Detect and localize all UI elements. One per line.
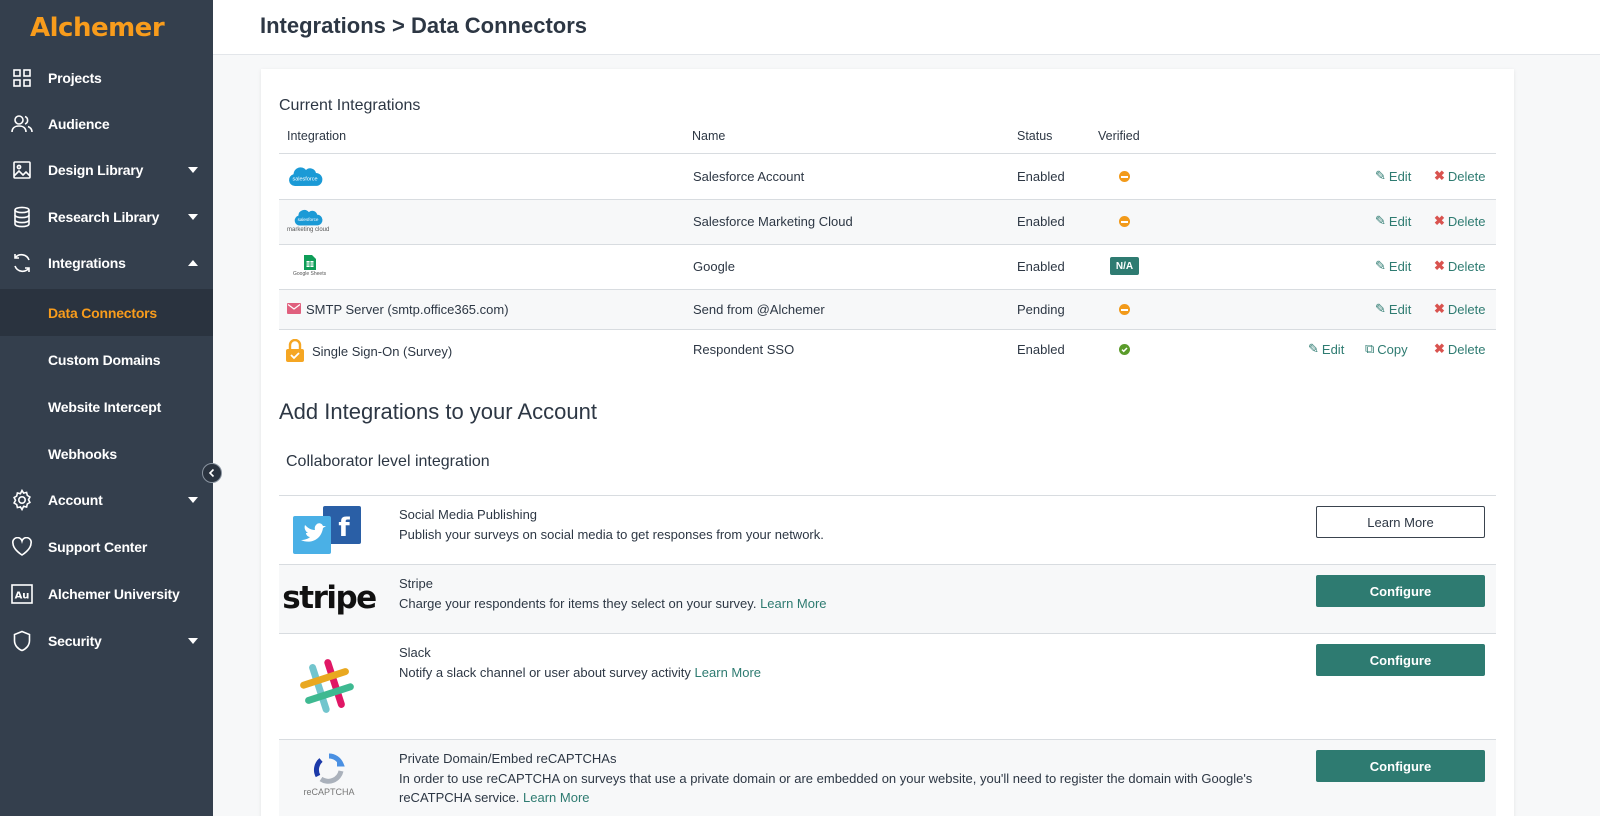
integration-title: Slack [399,645,431,660]
integration-description: In order to use reCAPTCHA on surveys that use a private domain or are embedded on your website, you'll need to register the domain with Google's reCATPCHA service. Learn More [399,771,1253,805]
pencil-icon: ✎ [1375,168,1386,183]
pencil-icon: ✎ [1308,341,1319,356]
pencil-icon: ✎ [1375,213,1386,228]
table-row [279,290,1496,330]
learn-more-link[interactable]: Learn More [694,665,762,680]
chevron-down-icon[interactable] [188,214,198,220]
integration-item-recaptcha [279,739,1496,816]
page-title: Integrations > Data Connectors [260,13,588,38]
sidebar-subitem-label: Data Connectors [48,304,158,321]
close-icon: ✖ [1434,213,1445,228]
verified-na-badge: N/A [1110,257,1139,275]
integration-item-stripe [279,564,1496,633]
sidebar-item-label: Audience [48,115,110,132]
integration-description: Notify a slack channel or user about survey activity Learn More [399,665,762,680]
chevron-up-icon[interactable] [188,260,198,266]
column-header-integration: Integration [287,129,347,143]
svg-text:salesforce: salesforce [297,216,319,222]
pencil-icon: ✎ [1375,301,1386,316]
sidebar-subitem-website-intercept[interactable] [0,383,213,430]
integration-title: Stripe [399,576,433,591]
sidebar-item-label: Security [48,632,102,649]
verified-warning-icon [1119,216,1130,227]
sidebar-item-label: Design Library [48,161,144,178]
sidebar-item-label: Integrations [48,254,126,271]
sidebar-item-label: Support Center [48,538,148,555]
integration-status: Pending [1017,302,1065,317]
integration-status: Enabled [1017,342,1065,357]
sidebar [0,0,213,816]
pencil-icon: ✎ [1375,258,1386,273]
delete-button[interactable]: ✖ Delete [1434,168,1486,184]
recaptcha-logo: reCAPTCHA [301,750,357,800]
integration-label: Single Sign-On (Survey) [312,344,453,359]
table-row [279,200,1496,245]
delete-button[interactable]: ✖ Delete [1434,213,1486,229]
heart-icon [11,536,33,558]
chevron-down-icon[interactable] [188,638,198,644]
sidebar-item-label: Alchemer University [48,585,180,602]
mail-icon [287,303,301,314]
sidebar-subitem-webhooks[interactable] [0,430,213,477]
google-sheets-logo: Google Sheets [293,255,326,277]
stripe-logo: stripe [282,580,376,616]
sidebar-item-research-library[interactable] [0,193,213,240]
salesforce-logo [287,164,323,190]
column-header-status: Status [1017,129,1053,143]
sidebar-item-projects[interactable] [0,54,213,101]
image-icon [11,159,33,181]
edit-button[interactable]: ✎ Edit [1375,168,1412,184]
chevron-down-icon[interactable] [188,167,198,173]
integration-item-slack [279,633,1496,739]
table-header [279,124,1496,154]
learn-more-button[interactable]: Learn More [1316,506,1485,538]
sidebar-item-label: Projects [48,69,102,86]
users-icon [11,113,33,135]
edit-button[interactable]: ✎ Edit [1375,258,1412,274]
configure-button[interactable]: Configure [1316,575,1485,607]
close-icon: ✖ [1434,301,1445,316]
chevron-left-icon [207,468,217,478]
sidebar-item-design-library[interactable] [0,146,213,193]
delete-button[interactable]: ✖ Delete [1434,258,1486,274]
sidebar-subitem-label: Custom Domains [48,351,161,368]
sidebar-item-label: Account [48,491,103,508]
close-icon: ✖ [1434,258,1445,273]
chevron-down-icon[interactable] [188,497,198,503]
close-icon: ✖ [1434,168,1445,183]
verified-warning-icon [1119,171,1130,182]
svg-text:salesforce: salesforce [292,176,318,183]
grid-icon [11,67,33,89]
sidebar-subitem-data-connectors[interactable] [0,289,213,336]
sidebar-item-account[interactable] [0,476,213,523]
sidebar-item-support-center[interactable] [0,523,213,570]
close-icon: ✖ [1434,341,1445,356]
column-header-name: Name [692,129,726,143]
integration-name: Google [693,259,735,274]
slack-logo [297,656,357,716]
sidebar-item-audience[interactable] [0,100,213,147]
edit-button[interactable]: ✎ Edit [1375,301,1412,317]
integration-name: Send from @Alchemer [693,302,825,317]
learn-more-link[interactable]: Learn More [760,596,827,611]
sidebar-subitem-label: Webhooks [48,445,117,462]
integration-status: Enabled [1017,259,1065,274]
sidebar-subitem-custom-domains[interactable] [0,336,213,383]
shield-icon [11,630,33,652]
page-header [213,0,1600,55]
sync-icon [11,252,33,274]
integration-label: SMTP Server (smtp.office365.com) [306,302,509,317]
database-icon [11,206,33,228]
au-icon [11,583,33,605]
delete-button[interactable]: ✖ Delete [1434,341,1486,357]
social-media-logo [293,506,361,554]
gear-icon [11,489,33,511]
current-integrations-title: Current Integrations [279,97,421,114]
delete-button[interactable]: ✖ Delete [1434,301,1486,317]
verified-check-icon [1119,344,1130,355]
alchemer-logo[interactable]: Alchemer [30,13,165,43]
table-row [279,155,1496,200]
svg-text:f: f [338,513,350,543]
integration-name: Salesforce Account [693,169,805,184]
salesforce-marketing-cloud-logo: salesforce marketing cloud [287,208,329,233]
edit-button[interactable]: ✎ Edit [1308,341,1345,357]
add-integrations-title: Add Integrations to your Account [279,399,597,424]
copy-button[interactable]: ⧉ Copy [1365,341,1408,357]
integration-status: Enabled [1017,214,1065,229]
sidebar-item-alchemer-university[interactable] [0,570,213,617]
svg-text:Au: Au [14,590,30,601]
sidebar-item-security[interactable] [0,617,213,664]
integration-item-social-media [279,495,1496,564]
learn-more-link[interactable]: Learn More [523,790,590,805]
collaborator-level-title: Collaborator level integration [286,453,490,470]
sidebar-collapse-button[interactable] [202,463,222,483]
table-row [279,245,1496,290]
table-row [279,330,1496,370]
configure-button[interactable]: Configure [1316,644,1485,676]
edit-button[interactable]: ✎ Edit [1375,213,1412,229]
integration-description: Charge your respondents for items they select on your survey. Learn More [399,596,827,611]
integration-description: Publish your surveys on social media to get responses from your network. [399,527,824,542]
integrations-card [261,69,1514,816]
integration-title: Social Media Publishing [399,507,538,522]
verified-warning-icon [1119,304,1130,315]
column-header-verified: Verified [1098,129,1140,143]
lock-icon [285,339,305,363]
copy-icon: ⧉ [1365,341,1375,356]
integration-name: Salesforce Marketing Cloud [693,214,853,229]
sidebar-item-integrations[interactable] [0,239,213,286]
sidebar-item-label: Research Library [48,208,160,225]
sidebar-subitem-label: Website Intercept [48,398,162,415]
configure-button[interactable]: Configure [1316,750,1485,782]
integration-title: Private Domain/Embed reCAPTCHAs [399,751,617,766]
integration-name: Respondent SSO [693,342,795,357]
integration-status: Enabled [1017,169,1065,184]
